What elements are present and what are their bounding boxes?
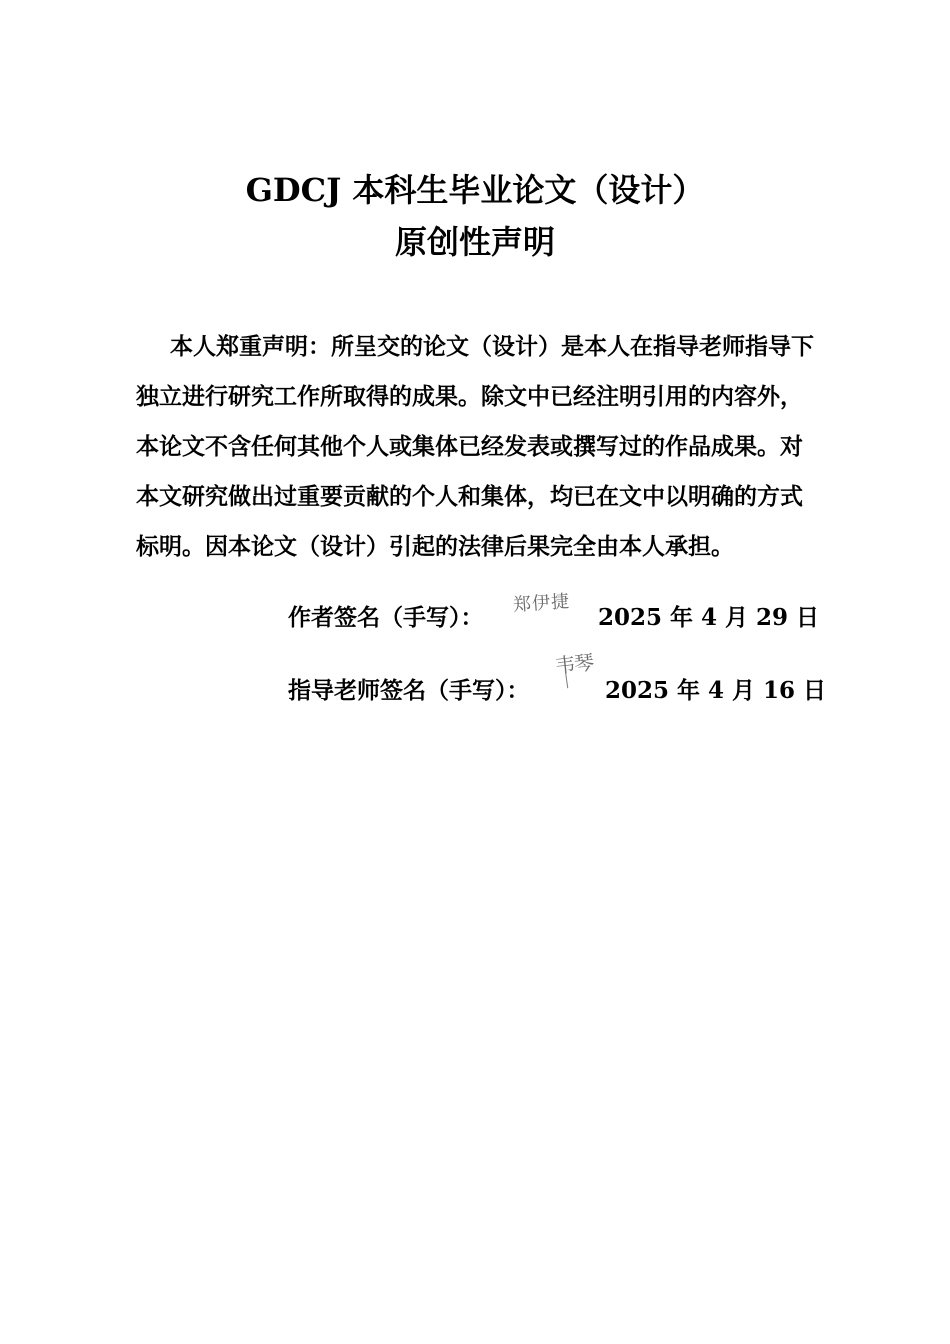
document-title: GDCJ 本科生毕业论文（设计） xyxy=(245,171,705,209)
advisor-handwritten-signature: 韦琴 xyxy=(554,650,595,678)
declaration-statement xyxy=(136,322,852,572)
statement-line: 本论文不含任何其他个人或集体已经发表或撰写过的作品成果。对 xyxy=(136,433,803,460)
advisor-signature-label: 指导老师签名（手写）： xyxy=(288,677,530,704)
statement-line: 独立进行研究工作所取得的成果。除文中已经注明引用的内容外， xyxy=(136,383,803,410)
author-signature-label: 作者签名（手写）： xyxy=(288,604,484,631)
statement-line: 本人郑重声明：所呈交的论文（设计）是本人在指导老师指导下 xyxy=(170,333,814,360)
statement-line: 本文研究做出过重要贡献的个人和集体，均已在文中以明确的方式 xyxy=(136,483,803,510)
statement-line: 标明。因本论文（设计）引起的法律后果完全由本人承担。 xyxy=(136,533,734,560)
author-handwritten-signature: 郑伊捷 xyxy=(512,591,571,616)
author-signature-date: 2025 年 4 月 29 日 xyxy=(598,604,820,631)
document-subtitle: 原创性声明 xyxy=(394,223,555,261)
advisor-signature-date: 2025 年 4 月 16 日 xyxy=(605,677,827,704)
